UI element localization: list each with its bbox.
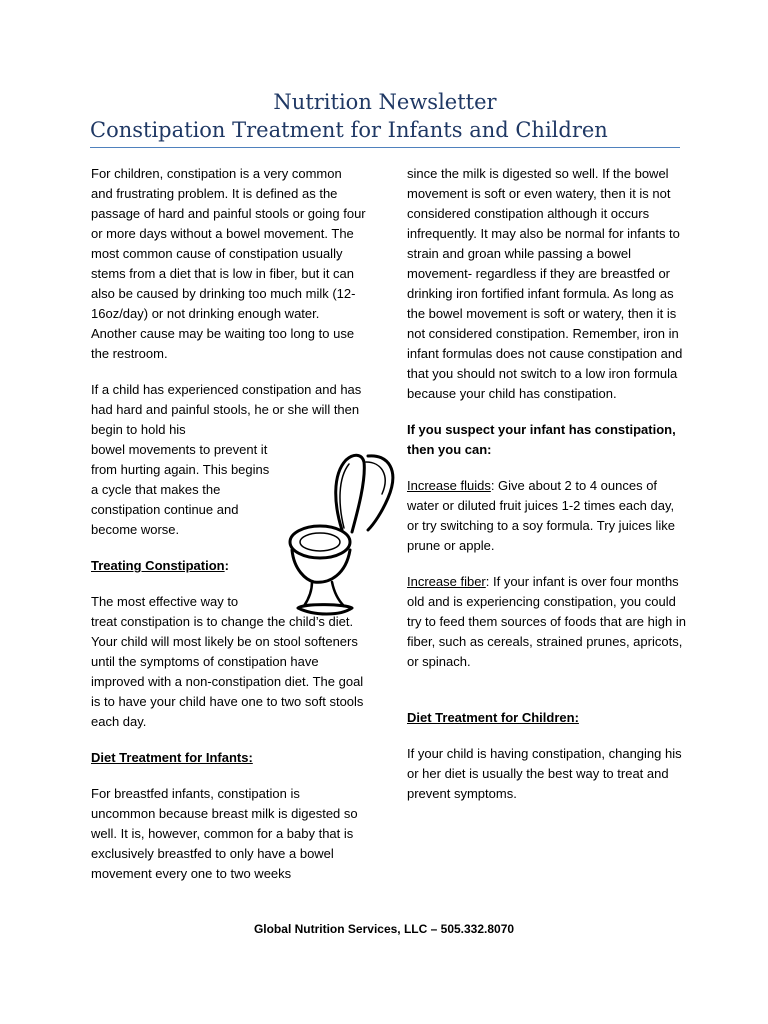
digestion-paragraph: since the milk is digested so well. If the bowel movement is soft or even watery, then it is not considered constipation although it occurs infrequently. It may also be normal for infants to strain and groan while passing a bowel movement- regardless if they are breastfed or drinking iron fortified infant formula. As long as the bowel movement is soft or watery, then it is not considered constipation. Remember, iron in infant formulas does not cause constipation and that you should not switch to a low iron formula because your child has constipation. — [407, 166, 683, 401]
children-paragraph: If your child is having constipation, changing his or her diet is usually the best way to treat and prevent symptoms. — [407, 746, 682, 801]
right-column — [407, 164, 687, 820]
treating-text-b: treat constipation is to change the child’s diet. Your child will most likely be on stool softeners until the symptoms of constipation have improved with a non-constipation diet. The goal is to have your child have one to two soft stools each day. — [91, 614, 364, 729]
treating-text-a: The most effective way to — [91, 594, 239, 609]
title-divider — [90, 147, 680, 148]
newsletter-title: Nutrition Newsletter — [273, 90, 497, 114]
infants-heading: Diet Treatment for Infants: — [91, 750, 253, 765]
cycle-text-b: bowel movements to prevent it from hurting again. This begins a cycle that makes the constipation continue and become worse. — [91, 442, 270, 537]
treating-heading-text: Treating Constipation — [91, 558, 225, 573]
treating-heading-colon: : — [224, 558, 229, 573]
fiber-text: : If your infant is over four months old and is experiencing constipation, you could try to feed them sources of foods that are high in fiber, such as cereals, strained prunes, apricots, or spinach. — [407, 574, 686, 669]
fiber-heading: Increase fiber — [407, 574, 486, 589]
intro-paragraph: For children, constipation is a very common and frustrating problem. It is defined as the passage of hard and painful stools or going four or more days without a bowel movement. The most common cause of constipation usually stems from a diet that is low in fiber, but it can also be caused by drinking too much milk (12-16oz/day) or not drinking enough water. Another cause may be waiting too long to use the restroom. — [91, 166, 366, 361]
fluids-heading: Increase fluids — [407, 478, 491, 493]
cycle-text-a: If a child has experienced constipation and has had hard and painful stools, he or she will then begin to hold his — [91, 382, 362, 437]
fluids-text: : Give about 2 to 4 ounces of water or diluted fruit juices 1-2 times each day, or try switching to a soy formula. Try juices like prune or apple. — [407, 478, 676, 553]
fiber-paragraph — [407, 572, 687, 672]
toilet-icon — [284, 450, 400, 620]
children-heading: Diet Treatment for Children: — [407, 710, 579, 725]
fluids-paragraph — [407, 476, 687, 556]
newsletter-header — [90, 88, 680, 144]
footer-contact: Global Nutrition Services, LLC – 505.332.8070 — [253, 922, 515, 936]
newsletter-subtitle: Constipation Treatment for Infants and Children — [90, 118, 608, 142]
suspect-heading: If you suspect your infant has constipation, then you can: — [407, 422, 676, 457]
infants-paragraph: For breastfed infants, constipation is uncommon because breast milk is digested so well. It is, however, common for a baby that is exclusively breastfed to only have a bowel movement every one to two weeks — [91, 786, 358, 881]
